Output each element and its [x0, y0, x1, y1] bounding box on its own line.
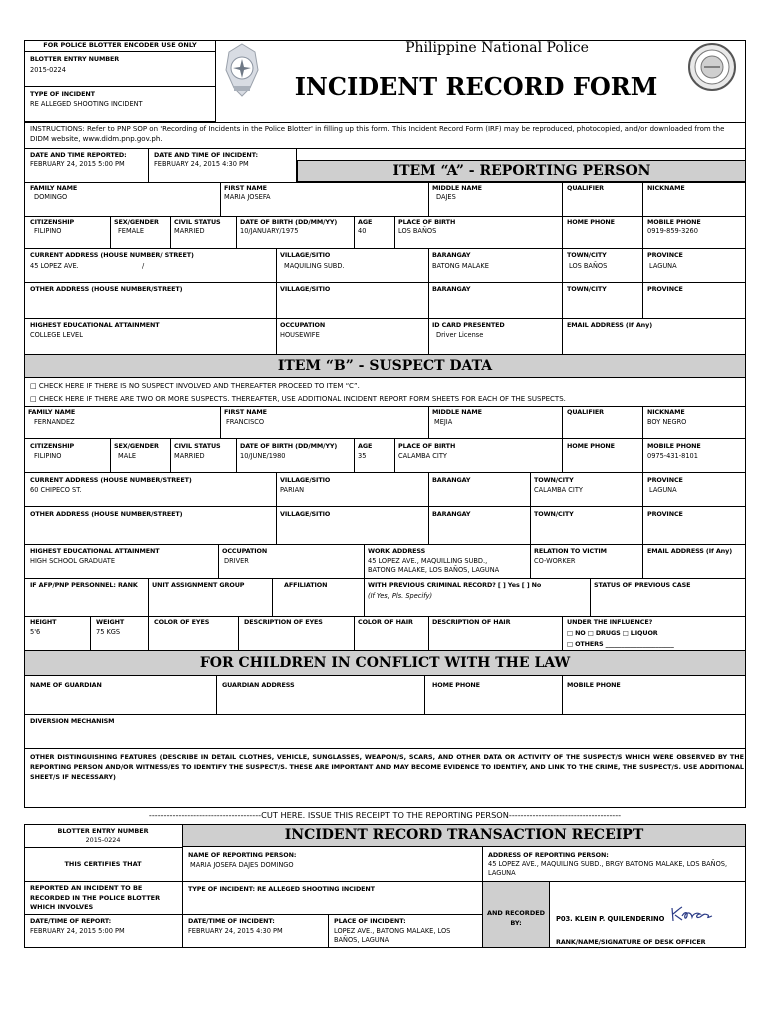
a-current-addr-value: 45 LOPEZ AVE. [30, 262, 79, 270]
encoder-box [24, 40, 216, 122]
a-first-label: FIRST NAME [224, 184, 267, 192]
item-b-heading: ITEM “B” - SUSPECT DATA [24, 354, 746, 378]
a-sex-label: SEX/GENDER [114, 218, 159, 226]
type-value: RE ALLEGED SHOOTING INCIDENT [30, 100, 143, 108]
receipt-blotter-value: 2015-0224 [85, 836, 121, 844]
b-other-town-label: TOWN/CITY [534, 510, 574, 518]
b-prev-status-label: STATUS OF PREVIOUS CASE [594, 581, 691, 589]
b-height-label: HEIGHT [30, 618, 57, 626]
b-other-addr-label: OTHER ADDRESS (HOUSE NUMBER/STREET) [30, 510, 183, 518]
b-civil-label: CIVIL STATUS [174, 442, 221, 450]
guardian-addr-label: GUARDIAN ADDRESS [222, 681, 295, 689]
incident-time-label: DATE AND TIME OF INCIDENT: [154, 151, 259, 159]
b-citizenship-value: FILIPINO [34, 452, 62, 460]
b-hair-desc-label: DESCRIPTION OF HAIR [432, 618, 511, 626]
a-current-addr-label: CURRENT ADDRESS (HOUSE NUMBER/ STREET) [30, 251, 194, 259]
b-hair-color-label: COLOR OF HAIR [358, 618, 413, 626]
instructions-text: INSTRUCTIONS: Refer to PNP SOP on 'Recording of Incidents in the Police Blotter' in filling up this form. This Incident Record Form (IRF) may be reproduced, photocopied, and/or downloaded from the DIDM website, www.didm.pnp.gov.ph. [30, 125, 725, 143]
place-value: LOPEZ AVE., BATONG MALAKE, LOS BAÑOS, LAGUNA [334, 927, 451, 944]
b-occupation-label: OCCUPATION [222, 547, 268, 555]
b-village-value: PARIAN [280, 486, 305, 494]
b-relation-label: RELATION TO VICTIM [534, 547, 607, 555]
a-addr-slash: / [142, 262, 145, 270]
b-mobile-value: 0975-431-8101 [647, 452, 698, 460]
a-pob-label: PLACE OF BIRTH [398, 218, 456, 226]
multiple-suspects-checkbox[interactable]: □ CHECK HERE IF THERE ARE TWO OR MORE SUSPECTS. THEREAFTER, USE ADDITIONAL INCIDENT REPORT FORM SHEETS FOR EACH OF THE SUSPECTS. [30, 395, 566, 403]
a-occupation-value: HOUSEWIFE [280, 331, 320, 339]
officer-name: P03. KLEIN P. QUILENDERINO [556, 915, 665, 923]
a-town-label: TOWN/CITY [567, 251, 607, 259]
b-occupation-value: DRIVER [224, 557, 249, 565]
receipt-type-label: TYPE OF INCIDENT: RE ALLEGED SHOOTING INCIDENT [188, 885, 375, 893]
b-village-label: VILLAGE/SITIO [280, 476, 331, 484]
reported-label: DATE AND TIME REPORTED: [30, 151, 127, 159]
b-pob-value: CALAMBA CITY [398, 452, 447, 460]
b-prev-record-label[interactable]: WITH PREVIOUS CRIMINAL RECORD? [ ] Yes [ ] No [368, 581, 542, 589]
b-eye-color-label: COLOR OF EYES [154, 618, 210, 626]
receipt-addr-label: ADDRESS OF REPORTING PERSON: [488, 851, 609, 859]
a-province-value: LAGUNA [649, 262, 677, 270]
b-town-value: CALAMBA CITY [534, 486, 583, 494]
features-text: OTHER DISTINGUISHING FEATURES (DESCRIBE IN DETAIL CLOTHES, VEHICLE, SUNGLASSES, WEAPON/S, SCARS, AND OTHER DATA OR ACTIVITY OF THE SUSPECT/S WHICH WERE OBSERVED BY THE REPORTING PERSON AND/OR WITNESS/ES TO IDENTIFY THE SUSPECT/S. THESE ARE IMPORTANT AND MAY BECOME EVIDENCE TO IDENTIFY, AND LINK TO THE CRIME, THE SUSPECT/S. USE ADDITIONAL SHEET/S IF NECESSARY) [30, 753, 744, 781]
diversion-label: DIVERSION MECHANISM [30, 717, 115, 725]
b-influence-options[interactable]: □ NO □ DRUGS □ LIQUOR [567, 629, 658, 637]
a-email-label: EMAIL ADDRESS (If Any) [567, 321, 653, 329]
b-mobile-label: MOBILE PHONE [647, 442, 701, 450]
reported-value: FEBRUARY 24, 2015 5:00 PM [30, 160, 125, 168]
no-suspect-checkbox[interactable]: □ CHECK HERE IF THERE IS NO SUSPECT INVOLVED AND THEREAFTER PROCEED TO ITEM “C”. [30, 382, 360, 390]
b-family-label: FAMILY NAME [28, 408, 76, 416]
receipt-name-value: MARIA JOSEFA DAJES DOMINGO [190, 861, 294, 869]
b-affiliation-label: AFFILIATION [284, 581, 328, 589]
a-dob-value: 10/JANUARY/1975 [240, 227, 299, 235]
agency-name: Philippine National Police [405, 40, 589, 56]
report-time-label: DATE/TIME OF REPORT: [30, 917, 112, 925]
b-unit-label: UNIT ASSIGNMENT GROUP [152, 581, 245, 589]
a-mobile-label: MOBILE PHONE [647, 218, 701, 226]
receipt-name-label: NAME OF REPORTING PERSON: [188, 851, 297, 859]
a-other-town-label: TOWN/CITY [567, 285, 607, 293]
a-barangay-label: BARANGAY [432, 251, 471, 259]
blotter-value: 2015-0224 [30, 66, 66, 74]
b-prev-specify: (If Yes, Pls. Specify) [368, 592, 433, 600]
a-sex-value: FEMALE [118, 227, 144, 235]
b-nickname-value: BOY NEGRO [647, 418, 687, 426]
report-time-value: FEBRUARY 24, 2015 5:00 PM [30, 927, 125, 935]
b-height-value: 5'6 [30, 628, 41, 636]
type-label: TYPE OF INCIDENT [30, 90, 95, 98]
b-other-province-label: PROVINCE [647, 510, 683, 518]
a-other-village-label: VILLAGE/SITIO [280, 285, 331, 293]
b-education-label: HIGHEST EDUCATIONAL ATTAINMENT [30, 547, 160, 555]
a-citizenship-label: CITIZENSHIP [30, 218, 75, 226]
form-title: INCIDENT RECORD FORM [294, 72, 658, 101]
b-middle-value: MEJIA [434, 418, 453, 426]
a-province-label: PROVINCE [647, 251, 683, 259]
b-dob-value: 10/JUNE/1980 [240, 452, 286, 460]
form-outer-border [24, 40, 746, 808]
b-work-addr-value-2: BATONG MALAKE, LOS BAÑOS, LAGUNA [368, 566, 500, 574]
a-middle-value: DAJES [436, 193, 456, 201]
a-middle-label: MIDDLE NAME [432, 184, 482, 192]
a-id-value: Driver License [436, 331, 484, 339]
a-first-value: MARIA JOSEFA [224, 193, 271, 201]
b-first-label: FIRST NAME [224, 408, 267, 416]
a-civil-label: CIVIL STATUS [174, 218, 221, 226]
a-age-value: 40 [358, 227, 367, 235]
b-sex-label: SEX/GENDER [114, 442, 159, 450]
b-other-village-label: VILLAGE/SITIO [280, 510, 331, 518]
b-sex-value: MALE [118, 452, 137, 460]
a-citizenship-value: FILIPINO [34, 227, 62, 235]
guardian-home-phone-label: HOME PHONE [432, 681, 480, 689]
children-heading: FOR CHILDREN IN CONFLICT WITH THE LAW [24, 650, 746, 676]
b-nickname-label: NICKNAME [647, 408, 685, 416]
a-mobile-value: 0919-859-3260 [647, 227, 698, 235]
b-pob-label: PLACE OF BIRTH [398, 442, 456, 450]
officer-signature [668, 904, 716, 924]
encoder-title: FOR POLICE BLOTTER ENCODER USE ONLY [24, 40, 216, 52]
b-home-phone-label: HOME PHONE [567, 442, 615, 450]
b-current-addr-value: 60 CHIPECO ST. [30, 486, 82, 494]
incident-time-label-receipt: DATE/TIME OF INCIDENT: [188, 917, 275, 925]
receipt-title: INCIDENT RECORD TRANSACTION RECEIPT [183, 825, 745, 847]
b-province-label: PROVINCE [647, 476, 683, 484]
a-barangay-value: BATONG MALAKE [432, 262, 489, 270]
b-work-addr-value-1: 45 LOPEZ AVE., MAQUILLING SUBD., [368, 557, 488, 565]
b-work-addr-label: WORK ADDRESS [368, 547, 426, 555]
a-pob-value: LOS BAÑOS [398, 227, 437, 235]
a-id-label: ID CARD PRESENTED [432, 321, 505, 329]
b-citizenship-label: CITIZENSHIP [30, 442, 75, 450]
b-middle-label: MIDDLE NAME [432, 408, 482, 416]
b-influence-others[interactable]: □ OTHERS ______________________ [567, 640, 674, 648]
b-barangay-label: BARANGAY [432, 476, 471, 484]
b-weight-label: WEIGHT [96, 618, 125, 626]
a-village-value: MAQUILING SUBD. [284, 262, 345, 270]
b-civil-value: MARRIED [174, 452, 205, 460]
rank-signature-label: RANK/NAME/SIGNATURE OF DESK OFFICER [556, 938, 706, 946]
b-first-value: FRANCISCO [226, 418, 265, 426]
and-recorded-text: AND RECORDED BY: [486, 909, 546, 927]
b-relation-value: CO-WORKER [534, 557, 576, 565]
a-education-value: COLLEGE LEVEL [30, 331, 83, 339]
reported-text: REPORTED AN INCIDENT TO BE RECORDED IN THE POLICE BLOTTER WHICH INVOLVES [30, 884, 161, 911]
b-education-value: HIGH SCHOOL GRADUATE [30, 557, 115, 565]
receipt-blotter-label: BLOTTER ENTRY NUMBER [57, 827, 149, 835]
b-other-barangay-label: BARANGAY [432, 510, 471, 518]
item-a-heading: ITEM “A” - REPORTING PERSON [297, 160, 746, 182]
a-family-label: FAMILY NAME [30, 184, 78, 192]
b-eye-desc-label: DESCRIPTION OF EYES [244, 618, 323, 626]
b-email-label: EMAIL ADDRESS (If Any) [647, 547, 733, 555]
official-seal [682, 42, 742, 92]
b-qualifier-label: QUALIFIER [567, 408, 604, 416]
b-family-value: FERNANDEZ [34, 418, 75, 426]
a-occupation-label: OCCUPATION [280, 321, 326, 329]
a-other-province-label: PROVINCE [647, 285, 683, 293]
b-province-value: LAGUNA [649, 486, 677, 494]
a-family-value: DOMINGO [34, 193, 68, 201]
pnp-badge-logo [222, 42, 262, 98]
a-other-barangay-label: BARANGAY [432, 285, 471, 293]
blotter-label: BLOTTER ENTRY NUMBER [30, 55, 120, 63]
b-town-label: TOWN/CITY [534, 476, 574, 484]
incident-time-value: FEBRUARY 24, 2015 4:30 PM [154, 160, 249, 168]
b-current-addr-label: CURRENT ADDRESS (HOUSE NUMBER/STREET) [30, 476, 192, 484]
a-village-label: VILLAGE/SITIO [280, 251, 331, 259]
b-dob-label: DATE OF BIRTH (DD/MM/YY) [240, 442, 338, 450]
receipt-addr-value: 45 LOPEZ AVE., MAQUILING SUBD., BRGY BATONG MALAKE, LOS BAÑOS, LAGUNA [488, 860, 728, 877]
guardian-mobile-label: MOBILE PHONE [567, 681, 621, 689]
a-nickname-label: NICKNAME [647, 184, 685, 192]
a-dob-label: DATE OF BIRTH (DD/MM/YY) [240, 218, 338, 226]
a-town-value: LOS BAÑOS [569, 262, 608, 270]
a-home-phone-label: HOME PHONE [567, 218, 615, 226]
b-age-value: 35 [358, 452, 367, 460]
a-civil-value: MARRIED [174, 227, 205, 235]
b-age-label: AGE [358, 442, 373, 450]
b-influence-label: UNDER THE INFLUENCE? [567, 618, 653, 626]
cut-line: --------------------------------------CUT HERE. ISSUE THIS RECEIPT TO THE REPORTING PERSON-------------------------------------- [148, 810, 622, 820]
b-weight-value: 75 KGS [96, 628, 121, 636]
guardian-name-label: NAME OF GUARDIAN [30, 681, 102, 689]
a-qualifier-label: QUALIFIER [567, 184, 604, 192]
certifies-text: THIS CERTIFIES THAT [64, 860, 142, 868]
b-rank-label: IF AFP/PNP PERSONNEL: RANK [30, 581, 138, 589]
a-other-addr-label: OTHER ADDRESS (HOUSE NUMBER/STREET) [30, 285, 183, 293]
incident-time-value-receipt: FEBRUARY 24, 2015 4:30 PM [188, 927, 283, 935]
a-education-label: HIGHEST EDUCATIONAL ATTAINMENT [30, 321, 160, 329]
a-age-label: AGE [358, 218, 373, 226]
place-label: PLACE OF INCIDENT: [334, 917, 406, 925]
